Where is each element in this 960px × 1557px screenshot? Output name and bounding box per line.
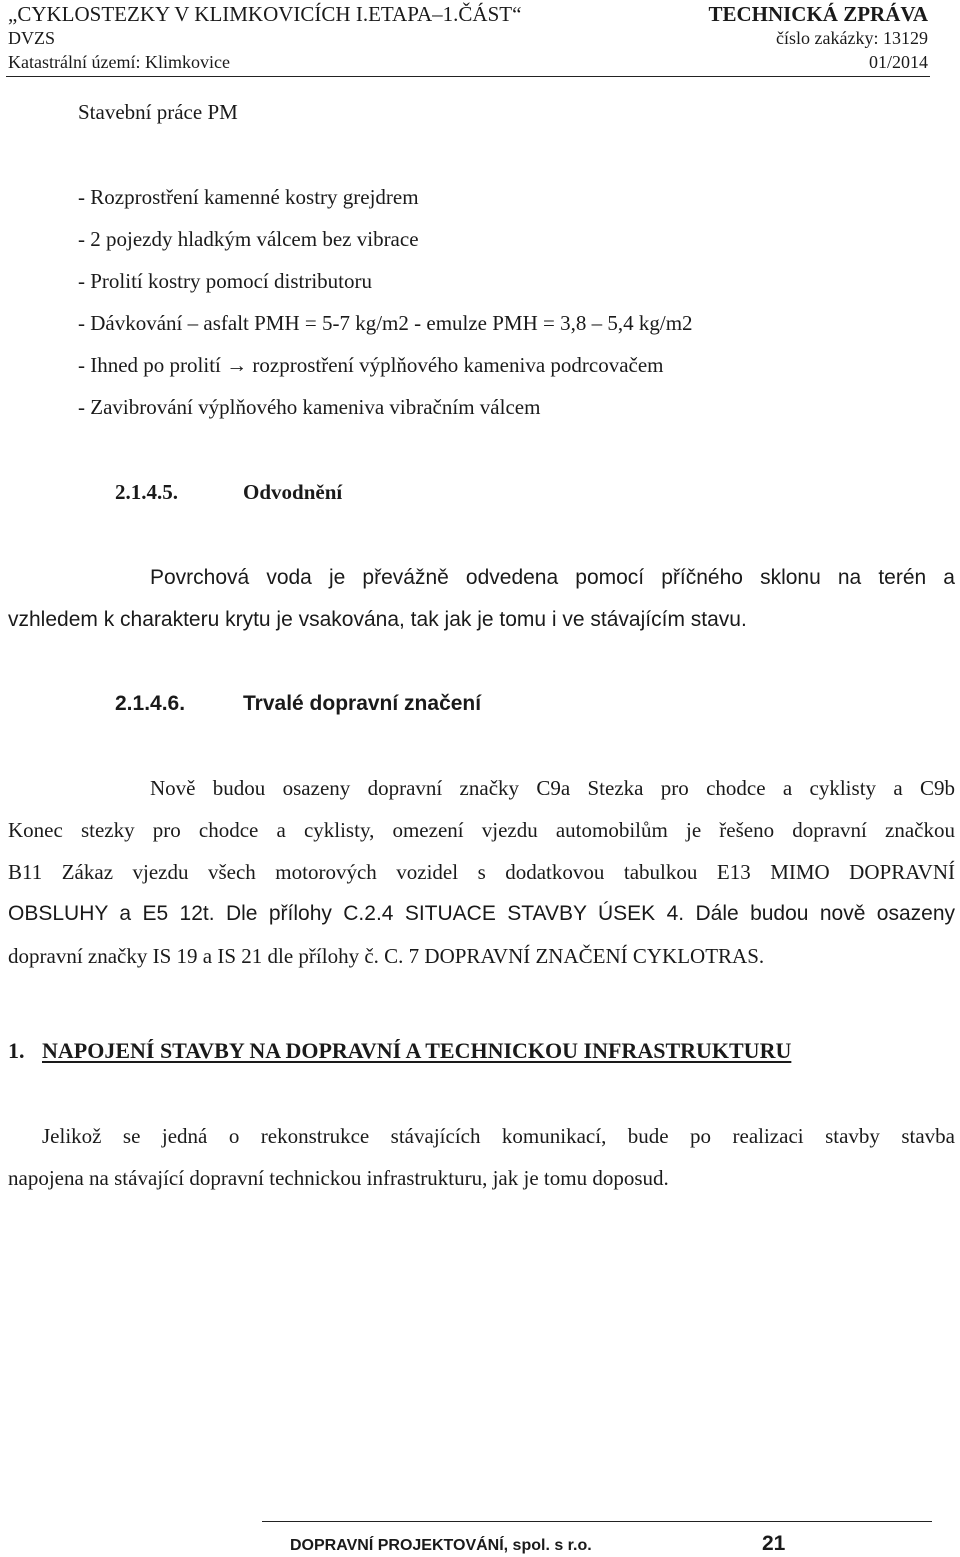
section-number: 2.1.4.6. bbox=[115, 692, 186, 715]
footer-company: DOPRAVNÍ PROJEKTOVÁNÍ, spol. s r.o. bbox=[290, 1537, 592, 1554]
list-item: - Zavibrování výplňového kameniva vibračním válcem bbox=[78, 395, 541, 419]
list-item: - Dávkování – asfalt PMH = 5-7 kg/m2 - emulze PMH = 3,8 – 5,4 kg/m2 bbox=[78, 311, 693, 335]
project-title: „CYKLOSTEZKY V KLIMKOVICÍCH I.ETAPA–1.ČÁST“ bbox=[8, 2, 522, 26]
section-heading-drainage bbox=[115, 480, 342, 505]
paragraph-line: OBSLUHY a E5 12t. Dle přílohy C.2.4 SITUACE STAVBY ÚSEK 4. Dále budou nově osazeny bbox=[8, 902, 955, 925]
document-type: TECHNICKÁ ZPRÁVA bbox=[708, 2, 928, 26]
paragraph-line: Povrchová voda je převážně odvedena pomocí příčného sklonu na terén a bbox=[150, 566, 955, 589]
header-row-3 bbox=[8, 52, 928, 74]
chapter-heading bbox=[8, 1038, 791, 1064]
cadastral-area: Katastrální území: Klimkovice bbox=[8, 52, 230, 72]
paragraph-line: dopravní značky IS 19 a IS 21 dle přílohy č. C. 7 DOPRAVNÍ ZNAČENÍ CYKLOTRAS. bbox=[8, 944, 765, 968]
paragraph-line: vzhledem k charakteru krytu je vsakována, tak jak je tomu i ve stávajícím stavu. bbox=[8, 608, 747, 631]
section-title: Odvodnění bbox=[243, 480, 343, 504]
chapter-title: NAPOJENÍ STAVBY NA DOPRAVNÍ A TECHNICKOU INFRASTRUKTURU bbox=[42, 1038, 792, 1063]
page-number: 21 bbox=[762, 1532, 786, 1555]
order-number: číslo zakázky: 13129 bbox=[776, 28, 928, 48]
paragraph-line: Konec stezky pro chodce a cyklisty, omezení vjezdu automobilům je řešeno dopravní značkou bbox=[8, 818, 955, 842]
list-item: - Ihned po prolití → rozprostření výplňového kameniva podrcovačem bbox=[78, 353, 664, 377]
section-number: 2.1.4.5. bbox=[115, 480, 178, 504]
footer-divider bbox=[262, 1521, 932, 1522]
project-phase: DVZS bbox=[8, 28, 56, 48]
paragraph-line: napojena na stávající dopravní technickou infrastrukturu, jak je tomu doposud. bbox=[8, 1166, 669, 1190]
document-date: 01/2014 bbox=[868, 52, 928, 72]
list-item: - Rozprostření kamenné kostry grejdrem bbox=[78, 185, 419, 209]
list-item: - Prolití kostry pomocí distributoru bbox=[78, 269, 372, 293]
header-row-2 bbox=[8, 28, 928, 50]
paragraph-line: B11 Zákaz vjezdu všech motorových vozidel s dodatkovou tabulkou E13 MIMO DOPRAVNÍ bbox=[8, 860, 955, 884]
list-item: - 2 pojezdy hladkým válcem bez vibrace bbox=[78, 227, 419, 251]
section-heading-signage bbox=[115, 692, 481, 716]
header-row-1 bbox=[8, 2, 928, 28]
chapter-number: 1. bbox=[8, 1038, 25, 1063]
pm-section-title: Stavební práce PM bbox=[78, 100, 238, 124]
paragraph-line: Jelikož se jedná o rekonstrukce stávajících komunikací, bude po realizaci stavby stavba bbox=[42, 1124, 955, 1148]
paragraph-line: Nově budou osazeny dopravní značky C9a Stezka pro chodce a cyklisty a C9b bbox=[150, 776, 955, 800]
header-divider bbox=[6, 76, 930, 77]
section-title: Trvalé dopravní značení bbox=[243, 692, 482, 715]
